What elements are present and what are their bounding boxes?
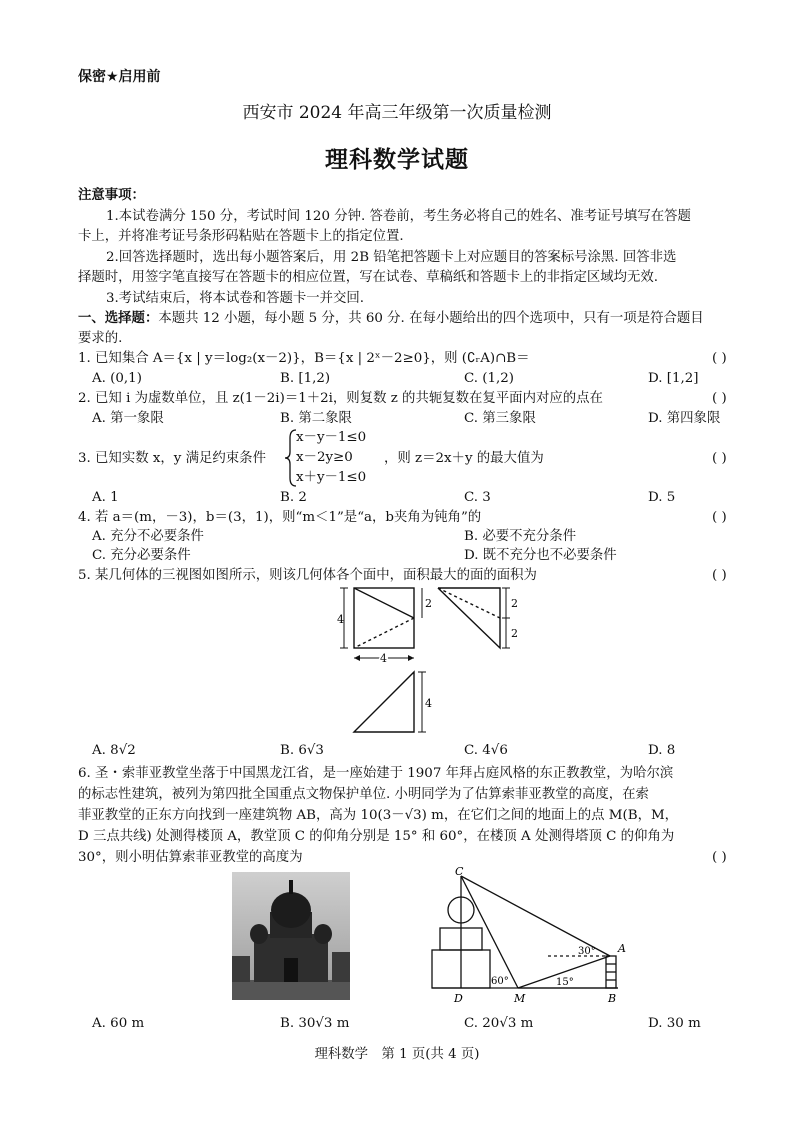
q1-option-c: C. (1,2) [464, 371, 515, 386]
church-photo [232, 872, 350, 1000]
section1-header [78, 310, 704, 328]
q2-option-d: D. 第四象限 [648, 411, 721, 426]
q4-answer-paren: ( ) [712, 510, 727, 525]
q3-option-d: D. 5 [648, 490, 676, 505]
q5-front-view [354, 588, 414, 648]
notice-item2-line1: 2.回答选择题时，选出每小题答案后，用 2B 铅笔把答题卡上对应题目的答案标号涂黑. 回答非选 [106, 250, 677, 265]
q1-option-a: A. (0,1) [92, 371, 142, 386]
point-b-label: B [608, 992, 617, 1005]
q2-stem: 2. 已知 i 为虚数单位，且 z(1－2i)＝1＋2i，则复数 z 的共轭复数在复平面内对应的点在 [78, 391, 603, 406]
q3-stem-right: ，则 z＝2x＋y 的最大值为 [384, 451, 544, 466]
angle-30-label: 30° [578, 946, 596, 957]
point-m-label: M [514, 992, 526, 1005]
q3-answer-paren: ( ) [712, 451, 727, 466]
q5-side-view [438, 588, 500, 648]
q5-side-bottom-label: 2 [511, 627, 518, 640]
q3-stem-left: 3. 已知实数 x，y 满足约束条件 [78, 451, 266, 466]
q5-top-width-label: 4 [380, 652, 387, 665]
q6-option-d: D. 30 m [648, 1016, 701, 1031]
q5-top-view [354, 672, 414, 732]
section1-line2: 要求的. [78, 331, 123, 346]
q6-line4: D 三点共线) 处测得楼顶 A，教堂顶 C 的仰角分别是 15° 和 60°，在楼顶 A 处测得塔顶 C 的仰角为 [78, 829, 675, 844]
q3-option-c: C. 3 [464, 490, 491, 505]
section1-title: 一、选择题： [78, 311, 159, 326]
q6-line2: 的标志性建筑，被列为第四批全国重点文物保护单位. 小明同学为了估算索菲亚教堂的高度，在索 [78, 787, 649, 802]
q3-constraint-2: x－2y≥0 [296, 450, 353, 465]
q4-option-d: D. 既不充分也不必要条件 [464, 548, 617, 563]
q5-front-top-label: 2 [425, 597, 432, 610]
q1-answer-paren: ( ) [712, 351, 727, 366]
angle-15-label: 15° [556, 977, 574, 988]
q2-option-b: B. 第二象限 [280, 411, 352, 426]
q3-option-a: A. 1 [92, 490, 119, 505]
q4-option-c: C. 充分必要条件 [92, 548, 191, 563]
angle-60-label: 60° [491, 976, 509, 987]
q6-option-b: B. 30√3 m [280, 1016, 350, 1031]
q3-constraint-1: x－y－1≤0 [296, 430, 367, 445]
q4-option-a: A. 充分不必要条件 [92, 529, 204, 544]
point-d-label: D [454, 992, 463, 1005]
q1-option-b: B. [1,2) [280, 371, 331, 386]
q1-option-d: D. [1,2] [648, 371, 699, 386]
q5-option-d: D. 8 [648, 743, 676, 758]
q5-stem: 5. 某几何体的三视图如图所示，则该几何体各个面中，面积最大的面的面积为 [78, 568, 537, 583]
q4-option-b: B. 必要不充分条件 [464, 529, 577, 544]
paper-title: 理科数学试题 [325, 147, 469, 173]
point-a-label: A [618, 942, 626, 955]
point-c-label: C [455, 866, 464, 878]
notice-item1-line2: 卡上，并将准考证号条形码粘贴在答题卡上的指定位置. [78, 229, 404, 244]
q6-answer-paren: ( ) [712, 850, 727, 865]
notice-item3: 3.考试结束后，将本试卷和答题卡一并交回. [106, 291, 365, 306]
q5-front-height-label: 4 [337, 613, 344, 626]
q2-option-c: C. 第三象限 [464, 411, 536, 426]
q6-line5: 30°，则小明估算索菲亚教堂的高度为 [78, 850, 303, 865]
section1-line1: 本题共 12 小题，每小题 5 分，共 60 分. 在每小题给出的四个选项中，只有一项是符合题目 [158, 311, 704, 326]
exam-title: 西安市 2024 年高三年级第一次质量检测 [242, 103, 552, 123]
q4-stem: 4. 若 a＝(m，－3)，b＝(3，1)，则“m＜1”是“a，b夹角为钝角”的 [78, 510, 482, 525]
q6-line1: 6. 圣・索菲亚教堂坐落于中国黑龙江省，是一座始建于 1907 年拜占庭风格的东正教教堂，为哈尔滨 [78, 766, 674, 781]
page-footer: 理科数学 第 1 页(共 4 页) [314, 1047, 480, 1062]
q5-answer-paren: ( ) [712, 568, 727, 583]
q5-side-top-label: 2 [511, 597, 518, 610]
q6-geometry-figure [428, 866, 640, 1006]
q6-option-a: A. 60 m [92, 1016, 145, 1031]
q6-line3: 菲亚教堂的正东方向找到一座建筑物 AB，高为 10(3－√3) m，在它们之间的地面上的点 M(B，M， [78, 808, 679, 823]
q3-option-b: B. 2 [280, 490, 307, 505]
q2-option-a: A. 第一象限 [92, 411, 164, 426]
q3-constraint-3: x＋y－1≤0 [296, 470, 367, 485]
notice-item2-line2: 择题时，用签字笔直接写在答题卡的相应位置，写在试卷、草稿纸和答题卡上的非指定区域均无效. [78, 270, 659, 285]
notice-heading: 注意事项： [78, 188, 145, 203]
q5-option-c: C. 4√6 [464, 743, 508, 758]
q5-top-height-label: 4 [425, 697, 432, 710]
secret-label: 保密★启用前 [78, 69, 161, 85]
q5-three-view-figure [330, 582, 530, 742]
q5-option-a: A. 8√2 [92, 743, 136, 758]
q2-answer-paren: ( ) [712, 391, 727, 406]
notice-item1-line1: 1.本试卷满分 150 分，考试时间 120 分钟. 答卷前，考生务必将自己的姓名、准考证号填写在答题 [106, 209, 691, 224]
q6-option-c: C. 20√3 m [464, 1016, 534, 1031]
q5-option-b: B. 6√3 [280, 743, 324, 758]
q1-stem: 1. 已知集合 A＝{x | y＝log₂(x－2)}，B＝{x | 2ˣ－2≥0}，则 (∁ᵣA)∩B＝ [78, 351, 530, 366]
